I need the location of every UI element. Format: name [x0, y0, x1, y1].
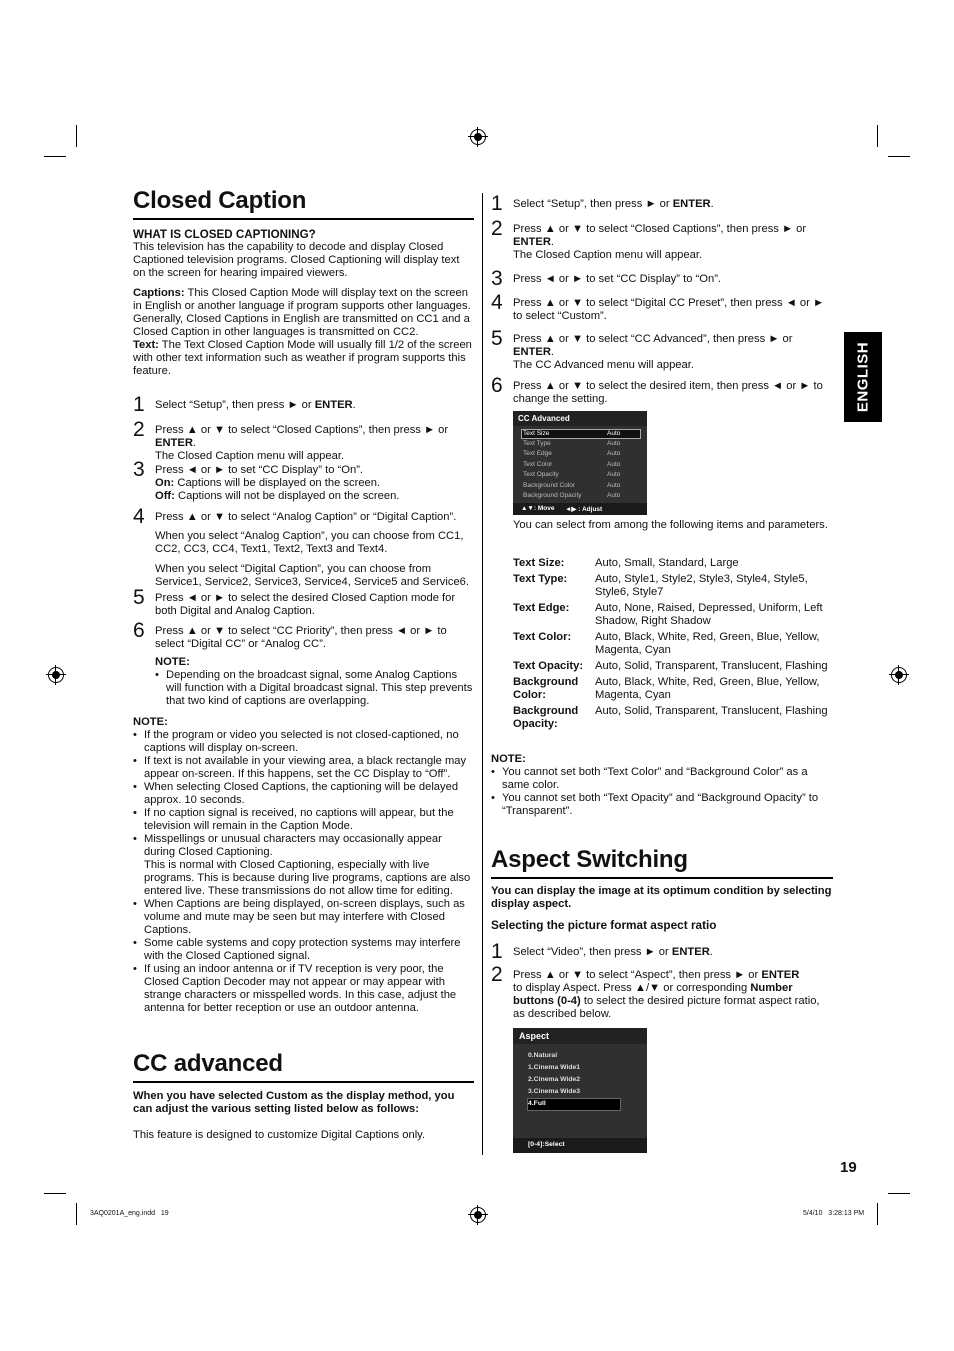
- captions-text: This Closed Caption Mode will display text on the screen in English or another language if program supports other languages. Generally, Closed Captions in English are transmitted on CC1 and a Closed Caption in other languages is transmitted on CC2.: [133, 287, 471, 338]
- language-tab: [844, 332, 882, 422]
- aspect-intro: You can display the image at its optimum condition by selecting display aspect.: [491, 885, 832, 910]
- cc-advanced-title: CC advanced: [133, 1050, 283, 1077]
- registration-mark-icon: [891, 667, 907, 683]
- right-note-heading: NOTE:: [491, 753, 526, 765]
- param-value: Auto, Style1, Style2, Style3, Style4, Style5, Style6, Style7: [595, 573, 808, 598]
- step-text: Press ▲ or ▼ to select “CC Advanced”, then press ► or ENTER. The CC Advanced menu will appear.: [513, 333, 793, 371]
- param-row: [513, 660, 835, 676]
- cc-intro: When you have selected Custom as the display method, you can adjust the various setting listed below as follows:: [133, 1090, 455, 1115]
- note-item: • If no caption signal is received, no captions will appear, but the television will remain in the Caption Mode.: [133, 807, 474, 833]
- registration-mark-icon: [470, 1207, 486, 1223]
- param-key: Background Color:: [513, 676, 579, 701]
- param-row: [513, 573, 835, 602]
- osd-footer-move: ▲▼: Move: [521, 505, 555, 512]
- step-note-heading: NOTE:: [155, 656, 190, 668]
- param-row: [513, 557, 835, 573]
- language-tab-label: ENGLISH: [854, 341, 872, 413]
- aspect-subheading: Selecting the picture format aspect ratio: [491, 918, 717, 932]
- param-row: [513, 631, 835, 660]
- param-key: Background Opacity:: [513, 705, 579, 730]
- text-label: Text:: [133, 339, 159, 351]
- osd-row-label: Text Opacity: [523, 471, 559, 479]
- text-text: The Text Closed Caption Mode will usually fill 1/2 of the screen with other text information such as weather if program supports this feature.: [133, 339, 472, 377]
- aspect-item: 4.Full: [528, 1100, 546, 1107]
- what-text: This television has the capability to decode and display Closed Captioned television programs. Closed Captioning will display text on the screen for hearing impaired viewers.: [133, 241, 460, 279]
- cc-advanced-osd: [513, 411, 647, 515]
- step-text: Press ▲ or ▼ to select “Closed Captions”, then press ► or ENTER. The Closed Caption menu will appear.: [513, 223, 807, 261]
- step-number: 5: [491, 327, 503, 350]
- captions-label: Captions:: [133, 287, 185, 299]
- cc-params-table: [513, 557, 835, 734]
- note-item: • If the program or video you selected is not closed-captioned, no captions will display on-screen.: [133, 729, 474, 755]
- step-number: 3: [133, 458, 145, 481]
- param-key: Text Edge:: [513, 602, 570, 614]
- footer-file: 3AQ0201A_eng.indd 19: [90, 1210, 169, 1217]
- param-value: Auto, Small, Standard, Large: [595, 557, 739, 569]
- step-text: Press ▲ or ▼ to select “Closed Captions”, then press ► or ENTER. The Closed Caption menu will appear.: [155, 424, 449, 462]
- footer-date: 5/4/10 3:28:13 PM: [803, 1210, 865, 1217]
- param-value: Auto, Solid, Transparent, Translucent, Flashing: [595, 705, 828, 717]
- step-text: Press ▲ or ▼ to select “Analog Caption” or “Digital Caption”.: [155, 511, 457, 523]
- osd-row-label: Text Color: [523, 460, 553, 468]
- note-item: • Some cable systems and copy protection systems may interfere with the Closed Captioned signal.: [133, 937, 474, 963]
- step-note: • Depending on the broadcast signal, some Analog Captions will function with a Digital broadcast signal. This step prevents that two kind of captions are overlapping.: [155, 669, 475, 708]
- note-item: • Misspellings or unusual characters may occasionally appear during Closed Captioning. This is normal with Closed Captioning, especially with live programs. This is because during live programs, captions are also entered live. These transmissions do not allow time for editing.: [133, 833, 474, 898]
- step-number: 2: [133, 418, 145, 441]
- note-item: • You cannot set both “Text Color” and “Background Color” as a same color.: [491, 766, 833, 792]
- what-heading: WHAT IS CLOSED CAPTIONING?: [133, 228, 316, 241]
- param-value: Auto, Solid, Transparent, Translucent, Flashing: [595, 660, 828, 672]
- step-number: 3: [491, 267, 503, 290]
- page-title: Closed Caption: [133, 187, 307, 214]
- osd-row-label: Text Edge: [523, 450, 552, 458]
- captions-paragraph: [133, 287, 474, 339]
- step-number: 2: [491, 963, 503, 986]
- step-number: 1: [491, 940, 503, 963]
- step-text: When you select “Analog Caption”, you can choose from CC1, CC2, CC3, CC4, Text1, Text2, Text3 and Text4.: [155, 530, 464, 555]
- step-number: 1: [491, 192, 503, 215]
- osd-row-value: Auto: [607, 471, 621, 479]
- page-number: 19: [840, 1159, 857, 1176]
- step-text: Press ▲ or ▼ to select “Digital CC Preset”, then press ◄ or ► to select “Custom”.: [513, 297, 825, 322]
- step-text: Press ◄ or ► to set “CC Display” to “On”. On: Captions will be displayed on the screen. Off: Captions will not be displayed on the screen.: [155, 464, 400, 502]
- step-text: Press ▲ or ▼ to select “CC Priority”, then press ◄ or ► to select “Digital CC” or “Analog CC”.: [155, 625, 447, 650]
- step-text: When you select “Digital Caption”, you can choose from Service1, Service2, Service3, Service4, Service5 and Service6.: [155, 563, 470, 588]
- step-text: Press ◄ or ► to set “CC Display” to “On”.: [513, 273, 722, 285]
- step-number: 6: [133, 619, 145, 642]
- note-heading: NOTE:: [133, 716, 168, 728]
- step-text: Press ▲ or ▼ to select “Aspect”, then press ► or ENTER to display Aspect. Press ▲/▼ or corresponding Number buttons (0-4) to select the desired picture format aspect ratio, as described below.: [513, 969, 820, 1020]
- osd-row-label: Text Type: [523, 439, 551, 447]
- step-number: 5: [133, 586, 145, 609]
- osd-row-label: Text Size: [523, 429, 550, 437]
- text-paragraph: [133, 339, 474, 378]
- note-item: • When selecting Closed Captions, the captioning will be delayed approx. 10 seconds.: [133, 781, 474, 807]
- osd-footer-adjust: ◄▶ : Adjust: [565, 506, 603, 513]
- osd-row-value: Auto: [607, 481, 621, 489]
- aspect-osd: [513, 1028, 647, 1153]
- param-value: Auto, None, Raised, Depressed, Uniform, Left Shadow, Right Shadow: [595, 602, 823, 627]
- osd-row-value: Auto: [607, 450, 621, 458]
- osd-row-value: Auto: [607, 460, 621, 468]
- param-value: Auto, Black, White, Red, Green, Blue, Yellow, Magenta, Cyan: [595, 631, 820, 656]
- osd-title: CC Advanced: [513, 411, 647, 426]
- param-key: Text Size:: [513, 557, 565, 569]
- osd-row-label: Background Color: [523, 481, 576, 489]
- note-item: • If using an indoor antenna or if TV reception is very poor, the Closed Caption Decoder may not appear or may appear with strange characters or misspelled words. In this case, adjust the antenna for better reception or use an outdoor antenna.: [133, 963, 474, 1015]
- step-number: 4: [491, 291, 503, 314]
- step-text: Select “Video”, then press ► or ENTER.: [513, 946, 713, 958]
- param-key: Text Opacity:: [513, 660, 584, 672]
- param-row: [513, 676, 835, 705]
- step-number: 1: [133, 393, 145, 416]
- step-number: 2: [491, 217, 503, 240]
- registration-mark-icon: [48, 667, 64, 683]
- param-key: Text Color:: [513, 631, 572, 643]
- aspect-item: 3.Cinema Wide3: [528, 1088, 581, 1095]
- aspect-item: 0.Natural: [528, 1052, 558, 1059]
- right-notes: [491, 766, 833, 818]
- left-notes: [133, 729, 474, 1015]
- step-text: Press ◄ or ► to select the desired Closed Caption mode for both Digital and Analog Caption.: [155, 592, 456, 617]
- param-key: Text Type:: [513, 573, 568, 585]
- osd-row-value: Auto: [607, 491, 621, 499]
- aspect-osd-footer: [0-4]:Select: [528, 1141, 565, 1148]
- osd-row-value: Auto: [607, 429, 621, 437]
- cc-feature: This feature is designed to customize Digital Captions only.: [133, 1129, 426, 1141]
- param-value: Auto, Black, White, Red, Green, Blue, Yellow, Magenta, Cyan: [595, 676, 820, 701]
- aspect-item: 1.Cinema Wide1: [528, 1064, 581, 1071]
- osd-row-label: Background Opacity: [523, 491, 582, 499]
- select-text: You can select from among the following items and parameters.: [513, 519, 828, 531]
- note-item: • If text is not available in your viewing area, a black rectangle may appear on-screen. If this happens, set the CC Display to “Off”.: [133, 755, 474, 781]
- param-row: [513, 705, 835, 734]
- aspect-osd-title: Aspect: [513, 1028, 647, 1044]
- registration-mark-icon: [470, 129, 486, 145]
- step-text: Select “Setup”, then press ► or ENTER.: [513, 198, 714, 210]
- step-number: 6: [491, 374, 503, 397]
- note-item: • When Captions are being displayed, on-screen displays, such as volume and mute may be seen but may interfere with Closed Captions.: [133, 898, 474, 937]
- aspect-title: Aspect Switching: [491, 846, 688, 873]
- step-number: 4: [133, 505, 145, 528]
- note-item: • You cannot set both “Text Opacity” and “Background Opacity” to “Transparent”.: [491, 792, 833, 818]
- param-row: [513, 602, 835, 631]
- aspect-item: 2.Cinema Wide2: [528, 1076, 581, 1083]
- osd-row-value: Auto: [607, 439, 621, 447]
- step-text: Press ▲ or ▼ to select the desired item, then press ◄ or ► to change the setting.: [513, 380, 823, 405]
- step-text: Select “Setup”, then press ► or ENTER.: [155, 399, 356, 411]
